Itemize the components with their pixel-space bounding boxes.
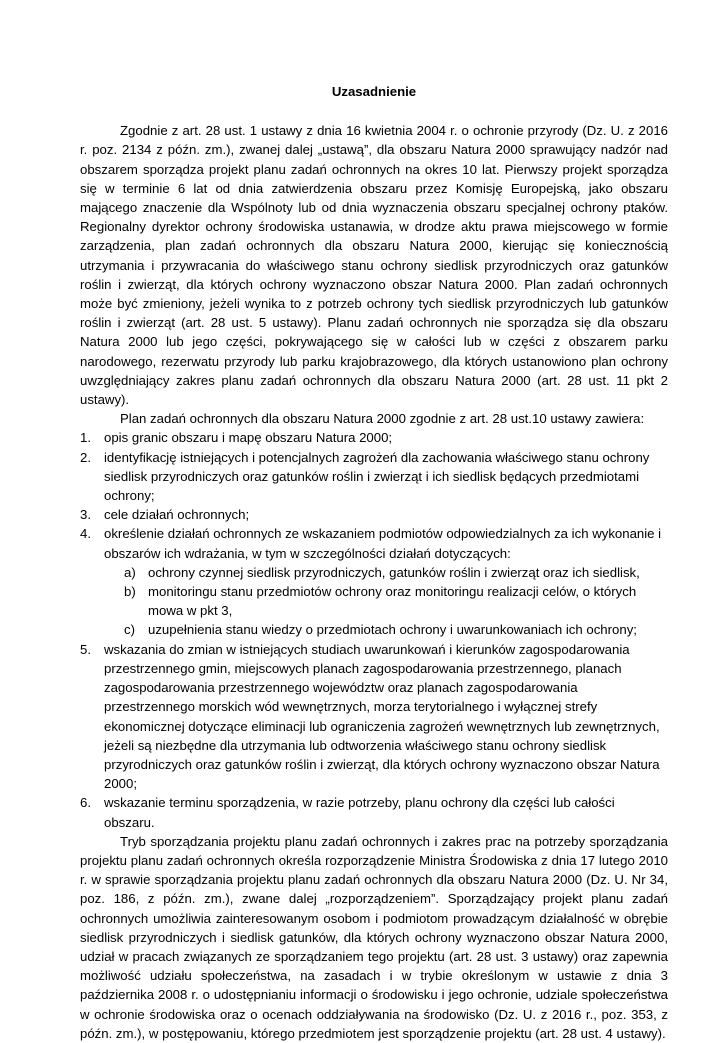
sub-list-item-text: uzupełnienia stanu wiedzy o przedmiotach ochrony i uwarunkowaniach ich ochrony; <box>148 622 637 638</box>
list-item <box>80 793 668 831</box>
paragraph-intro: Zgodnie z art. 28 ust. 1 ustawy z dnia 16 kwietnia 2004 r. o ochronie przyrody (Dz. U. z 2016 r. poz. 2134 z późn. zm.), zwanej dalej „ustawą”, dla obszaru Natura 2000 sprawujący nadzór nad obszarem sporządza projekt planu zadań ochronnych na okres 10 lat. Pierwszy projekt sporządza się w terminie 6 lat od dnia zatwierdzenia obszaru przez Komisję Europejską, jako obszaru mającego znaczenie dla Wspólnoty lub od dnia wyznaczenia obszaru specjalnej ochrony ptaków. Regionalny dyrektor ochrony środowiska ustanawia, w drodze aktu prawa miejscowego w formie zarządzenia, plan zadań ochronnych dla obszaru Natura 2000, kierując się koniecznością utrzymania i przywracania do właściwego stanu ochrony siedlisk przyrodniczych oraz gatunków roślin i zwierząt, dla których ochrony wyznaczono obszar Natura 2000. Plan zadań ochronnych może być zmieniony, jeżeli wynika to z potrzeb ochrony tych siedlisk przyrodniczych lub gatunków roślin i zwierząt (art. 28 ust. 5 ustawy). Planu zadań ochronnych nie sporządza się dla obszaru Natura 2000 lub jego części, pokrywającego się w całości lub w części z obszarem parku narodowego, rezerwatu przyrody lub parku krajobrazowego, dla których ustanowiono plan ochrony uwzględniający zakres planu zadań ochronnych dla obszaru Natura 2000 (art. 28 ust. 11 pkt 2 ustawy). <box>80 123 668 408</box>
sub-list-item <box>80 620 668 639</box>
list-item-text: określenie działań ochronnych ze wskazaniem podmiotów odpowiedzialnych za ich wykonanie i obszarów ich wdrażania, w tym w szczególności działań dotyczących: <box>104 526 662 561</box>
list-item <box>80 448 668 506</box>
document-body <box>80 82 668 1043</box>
contents-list <box>80 428 668 562</box>
list-item-marker: 3. <box>80 507 91 523</box>
sub-list-item-marker: c) <box>124 622 135 638</box>
list-item-text: cele działań ochronnych; <box>104 507 250 523</box>
list-item <box>80 428 668 447</box>
list-item-marker: 5. <box>80 641 91 657</box>
paragraph-procedure: Tryb sporządzania projektu planu zadań ochronnych i zakres prac na potrzeby sporządzania projektu planu zadań ochronnych określa rozporządzenie Ministra Środowiska z dnia 17 lutego 2010 r. w sprawie sporządzania projektu planu zadań ochronnych dla obszaru Natura 2000 (Dz. U. Nr 34, poz. 186, z późn. zm.), zwane dalej „rozporządzeniem”. Sporządzający projekt planu zadań ochronnych umożliwia zainteresowanym osobom i podmiotom prowadzącym działalność w obrębie siedlisk przyrodniczych i siedlisk gatunków, dla których ochrony wyznaczono obszar Natura 2000, udział w pracach związanych ze sporządzaniem tego projektu (art. 28 ust. 3 ustawy) oraz zapewnia możliwość udziału społeczeństwa, na zasadach i w trybie określonym w ustawie z dnia 3 października 2008 r. o udostępnianiu informacji o środowisku i jego ochronie, udziale społeczeństwa w ochronie środowiska oraz o ocenach oddziaływania na środowisko (Dz. U. z 2016 r., poz. 353, z późn. zm.), w postępowaniu, którego przedmiotem jest sporządzenie projektu (art. 28 ust. 4 ustawy). <box>80 833 668 1041</box>
list-item-text: wskazanie terminu sporządzenia, w razie potrzeby, planu ochrony dla części lub całości obszaru. <box>104 795 615 830</box>
list-item-marker: 1. <box>80 430 91 446</box>
list-item <box>80 505 668 524</box>
sub-list-item-text: monitoringu stanu przedmiotów ochrony oraz monitoringu realizacji celów, o których mowa w pkt 3, <box>148 584 637 619</box>
sub-list-item <box>80 582 668 620</box>
document-title: Uzasadnienie <box>331 84 417 99</box>
contents-list-continued <box>80 640 668 832</box>
sub-list-item-marker: a) <box>124 564 136 580</box>
sub-list-item <box>80 563 668 582</box>
list-item-text: wskazania do zmian w istniejących studiach uwarunkowań i kierunków zagospodarowania przestrzennego gmin, miejscowych planach zagospodarowania przestrzennego, planach zagospodarowania przestrzennego województw oraz planach zagospodarowania przestrzennego morskich wód wewnętrznych, morza terytorialnego i wyłącznej strefy ekonomicznej dotyczące eliminacji lub ograniczenia zagrożeń wewnętrznych lub zewnętrznych, jeżeli są niezbędne dla utrzymania lub odtworzenia właściwego stanu ochrony siedlisk przyrodniczych oraz gatunków roślin i zwierząt, dla których ochrony wyznaczono obszar Natura 2000; <box>104 641 660 792</box>
list-item-marker: 4. <box>80 526 91 542</box>
list-item <box>80 524 668 562</box>
list-item <box>80 640 668 794</box>
list-item-text: identyfikację istniejących i potencjalnych zagrożeń dla zachowania właściwego stanu ochrony siedlisk przyrodniczych oraz gatunków roślin i zwierząt i ich siedlisk będących przedmiotami ochrony; <box>104 449 650 504</box>
list-item-marker: 6. <box>80 795 91 811</box>
list-item-marker: 2. <box>80 449 91 465</box>
list-intro: Plan zadań ochronnych dla obszaru Natura 2000 zgodnie z art. 28 ust.10 ustawy zawiera: <box>120 411 645 427</box>
sub-list-item-text: ochrony czynnej siedlisk przyrodniczych, gatunków roślin i zwierząt oraz ich siedlisk, <box>148 564 640 580</box>
sub-list <box>80 563 668 640</box>
list-item-text: opis granic obszaru i mapę obszaru Natura 2000; <box>104 430 393 446</box>
sub-list-item-marker: b) <box>124 584 136 600</box>
